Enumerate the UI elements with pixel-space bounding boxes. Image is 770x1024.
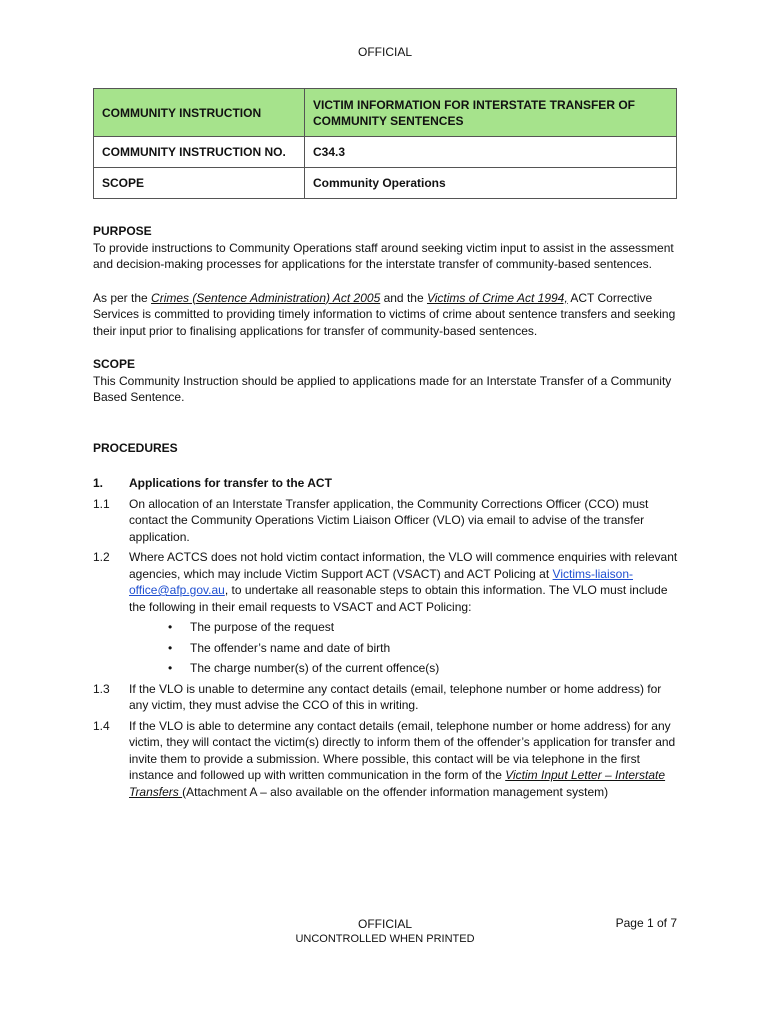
section-number: 1. — [93, 476, 104, 490]
table-row — [94, 137, 677, 168]
scope-heading: SCOPE — [93, 357, 136, 371]
document-body — [93, 223, 679, 800]
item-text — [129, 718, 679, 801]
victims-act-link[interactable]: Victims of Crime Act 1994, — [426, 290, 568, 305]
item-number: 1.1 — [93, 496, 110, 511]
victim-input-letter-link[interactable]: Victim Input Letter – Interstate Transfers — [129, 768, 666, 799]
purpose-text-pre: As per the — [93, 290, 152, 305]
request-contents-list — [93, 619, 679, 677]
item-text-pre: Where ACTCS does not hold victim contact information, the VLO will commence enquiries with relevant agencies, which may include Victim Support ACT (VSACT) and ACT Policing at — [129, 550, 678, 581]
item-number: 1.2 — [93, 550, 110, 564]
item-text-pre: If the VLO is able to determine any contact details (email, telephone number or home address) for any victim, they will contact the victim(s) directly to inform them of the offender’s application for transfer and invite them to provide a submission. Where possible, this contact will be via telephone in the first instance and followed up with written communication in the form of the — [129, 718, 676, 782]
scope-paragraph: This Community Instruction should be applied to applications made for an Interstate Transfer of a Community Based Sentence. — [93, 373, 672, 404]
page-number: Page 1 of 7 — [615, 916, 677, 930]
afp-email-link[interactable]: Victims-liaison-office@afp.gov.au — [129, 566, 633, 597]
item-number: 1.3 — [93, 681, 110, 696]
table-row — [94, 168, 677, 199]
procedures-heading: PROCEDURES — [93, 440, 178, 455]
meta-value-title: VICTIM INFORMATION FOR INTERSTATE TRANSFER OF COMMUNITY SENTENCES — [305, 89, 677, 137]
procedure-item-1-1 — [93, 496, 679, 546]
procedure-item-1-2 — [93, 549, 679, 615]
item-text-post: (Attachment A – also available on the offender information management system) — [182, 784, 609, 799]
procedure-item-1-3 — [93, 681, 679, 714]
purpose-text-mid: and the — [380, 290, 427, 305]
meta-value-number: C34.3 — [305, 137, 677, 168]
header-classification: OFFICIAL — [357, 45, 412, 59]
list-item: • The purpose of the request — [190, 619, 679, 636]
item-text-post: , to undertake all reasonable steps to obtain this information. The VLO must include the following in their email requests to VSACT and ACT Policing: — [129, 583, 668, 614]
purpose-heading: PURPOSE — [93, 224, 152, 238]
footer-control-notice: UNCONTROLLED WHEN PRINTED — [295, 933, 475, 945]
section-1-heading — [93, 475, 679, 492]
section-title: Applications for transfer to the ACT — [129, 476, 332, 490]
meta-label-scope: SCOPE — [94, 168, 305, 199]
list-item: • The offender’s name and date of birth — [190, 640, 679, 657]
item-text: If the VLO is unable to determine any contact details (email, telephone number or home address) for any victim, they must advise the CCO of this in writing. — [129, 681, 662, 712]
list-item: • The charge number(s) of the current offence(s) — [190, 660, 679, 677]
item-text: On allocation of an Interstate Transfer application, the Community Corrections Officer (CCO) must contact the Community Operations Victim Liaison Officer (VLO) via email to advise of the transfer application. — [129, 496, 649, 544]
procedure-item-1-4 — [93, 718, 679, 801]
footer-classification: OFFICIAL — [357, 917, 412, 931]
purpose-paragraph-2 — [93, 290, 679, 340]
meta-label-instruction: COMMUNITY INSTRUCTION — [94, 89, 305, 137]
purpose-paragraph-1: To provide instructions to Community Operations staff around seeking victim input to assist in the assessment and decision-making processes for applications for the interstate transfer of community-based sentences. — [93, 240, 674, 271]
table-row — [94, 89, 677, 137]
purpose-text-post: ACT Corrective Services is committed to providing timely information to victims of crime about sentence transfers and seeking their input prior to finalising applications for transfer of community-based sentences. — [93, 290, 676, 338]
instruction-meta-table — [93, 88, 677, 199]
meta-label-number: COMMUNITY INSTRUCTION NO. — [94, 137, 305, 168]
meta-value-scope: Community Operations — [305, 168, 677, 199]
item-text — [129, 549, 679, 615]
crimes-act-link[interactable]: Crimes (Sentence Administration) Act 2005 — [151, 290, 381, 305]
item-number: 1.4 — [93, 718, 110, 733]
